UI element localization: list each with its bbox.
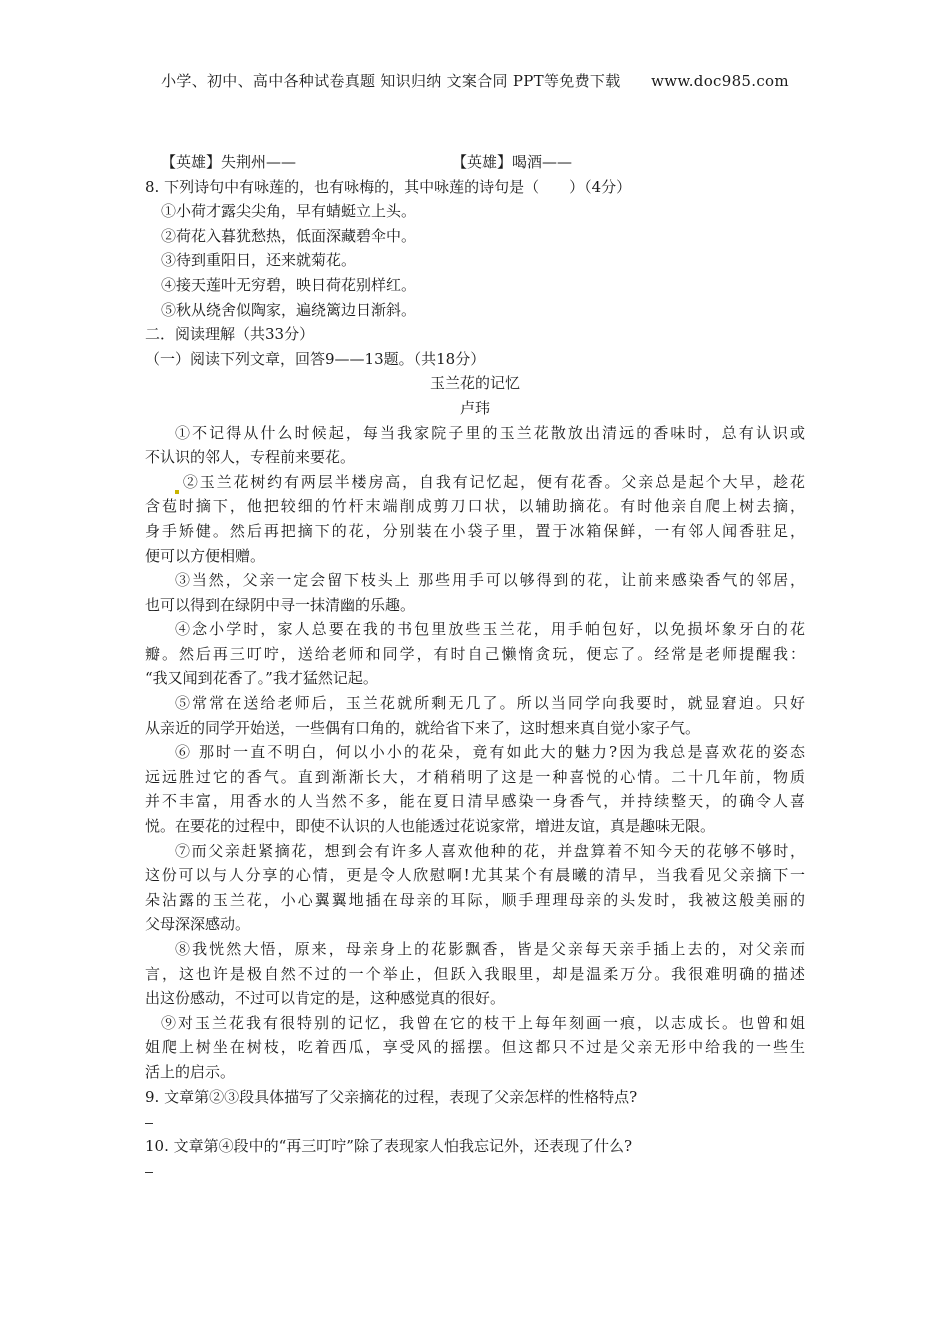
answer-line (145, 1158, 805, 1183)
part-instruction: （一）阅读下列文章，回答9——13题。（共18分） (145, 349, 486, 368)
paragraph-line: ②玉兰花树约有两层半楼房高，自我有记忆起，便有花香。父亲总是起个大早，趁花 (145, 470, 805, 495)
article-paragraph (145, 839, 805, 937)
paragraph-line: 言，这也许是极自然不过的一个举止，但跃入我眼里，却是温柔万分。我很难明确的描述 (145, 964, 805, 983)
article-paragraph (145, 421, 805, 470)
paragraph-line: ⑧我恍然大悟，原来，母亲身上的花影飘香，皆是父亲每天亲手插上去的，对父亲而 (175, 940, 805, 958)
q8-option: ③待到重阳日，还来就菊花。 (161, 251, 357, 270)
paragraph-line: 远远胜过它的香气。直到渐渐长大，才稍稍明了这是一种喜悦的心情。二十几年前，物质 (145, 767, 805, 786)
article-paragraph (145, 740, 805, 838)
paragraph-line: 姐爬上树坐在树枝，吃着西瓜，享受风的摇摆。但这都只不过是父亲无形中给我的一些生 (145, 1038, 805, 1057)
question-10: 10. 文章第④段中的“再三叮咛”除了表现家人怕我忘记外，还表现了什么? (145, 1136, 633, 1155)
paragraph-line: 便可以方便相赠。 (145, 546, 266, 565)
paragraph-line: 身手矫健。然后再把摘下的花，分别装在小袋子里，置于冰箱保鲜，一有邻人闻香驻足， (145, 521, 805, 540)
hero-fill-right: 【英雄】喝酒—— (452, 153, 573, 171)
q8-option: ②荷花入暮犹愁热，低面深藏碧伞中。 (161, 226, 417, 245)
paragraph-line: 朵沾露的玉兰花，小心翼翼地插在母亲的耳际，顺手理理母亲的头发时，我被这般美丽的 (145, 890, 805, 909)
paragraph-line: 父母深深感动。 (145, 915, 251, 934)
q8-option: ⑤秋从绕舍似陶家，遍绕篱边日渐斜。 (161, 300, 417, 319)
q8-question: 8. 下列诗句中有咏莲的，也有咏梅的，其中咏莲的诗句是（ ）（4分） (145, 177, 632, 196)
paragraph-line: 从亲近的同学开始送，一些偶有口角的，就给省下来了，这时想来真自觉小家子气。 (145, 718, 701, 737)
article-title: 玉兰花的记忆 (429, 374, 520, 393)
paragraph-line: 也可以得到在绿阴中寻一抹清幽的乐趣。 (145, 595, 416, 614)
paragraph-line: 活上的启示。 (145, 1062, 236, 1081)
paragraph-line: ③当然，父亲一定会留下枝头上 那些用手可以够得到的花，让前来感染香气的邻居， (175, 571, 805, 590)
answer-line (145, 1109, 805, 1134)
q8-option: ④接天莲叶无穷碧，映日荷花别样红。 (161, 275, 417, 294)
page-header: 小学、初中、高中各种试卷真题 知识归纳 文案合同 PPT等免费下载 www.doc985.com (161, 72, 789, 90)
paragraph-line: 这份可以与人分享的心情，更是令人欣慰啊!尤其某个有晨曦的清早，当我看见父亲摘下一 (145, 866, 805, 885)
article-author: 卢玮 (459, 398, 490, 417)
section-title: 二．阅读理解（共33分） (145, 325, 315, 344)
article-paragraph (145, 617, 805, 691)
paragraph-line: 并不丰富，用香水的人当然不多，能在夏日清早感染一身香气，并持续整天，的确令人喜 (145, 792, 805, 811)
hero-fill-row (145, 150, 805, 175)
paragraph-line: 悦。在要花的过程中，即使不认识的人也能透过花说家常，增进友谊，真是趣味无限。 (145, 817, 716, 836)
paragraph-line: 含苞时摘下，他把较细的竹杆末端削成剪刀口状，以辅助摘花。有时他亲自爬上树去摘， (145, 497, 805, 516)
article-paragraph (145, 691, 805, 740)
paragraph-line: ⑤常常在送给老师后，玉兰花就所剩无几了。所以当同学向我要时，就显窘迫。只好 (175, 694, 805, 713)
paragraph-line: 不认识的邻人，专程前来要花。 (145, 448, 356, 467)
paragraph-line: ④念小学时，家人总要在我的书包里放些玉兰花，用手帕包好，以免损坏象牙白的花 (175, 620, 805, 639)
paragraph-line: ⑥ 那时一直不明白，何以小小的花朵，竟有如此大的魅力?因为我总是喜欢花的姿态 (175, 743, 805, 762)
question-9: 9. 文章第②③段具体描写了父亲摘花的过程，表现了父亲怎样的性格特点? (145, 1087, 638, 1106)
article-paragraph (145, 937, 805, 1011)
q8-option: ①小荷才露尖尖角，早有蜻蜓立上头。 (161, 202, 417, 221)
article-paragraph (145, 470, 805, 568)
paragraph-line: ⑦而父亲赶紧摘花，想到会有许多人喜欢他种的花，并盘算着不知今天的花够不够时， (175, 841, 805, 860)
hero-fill-left: 【英雄】失荆州—— (161, 153, 297, 171)
paragraph-line: “我又闻到花香了。”我才猛然记起。 (145, 669, 378, 688)
article-paragraph (145, 568, 805, 617)
paragraph-line: ①不记得从什么时候起，每当我家院子里的玉兰花散放出清远的香味时，总有认识或 (175, 423, 805, 442)
exam-content (145, 150, 805, 1183)
paragraph-line: 瓣。然后再三叮咛，送给老师和同学，有时自己懒惰贪玩，便忘了。经常是老师提醒我： (145, 644, 805, 663)
article-paragraph (145, 1011, 805, 1085)
paragraph-line: ⑨对玉兰花我有很特别的记忆，我曾在它的枝干上每年刻画一痕，以志成长。也曾和姐 (161, 1013, 805, 1032)
paragraph-line: 出这份感动，不过可以肯定的是，这种感觉真的很好。 (145, 989, 506, 1008)
